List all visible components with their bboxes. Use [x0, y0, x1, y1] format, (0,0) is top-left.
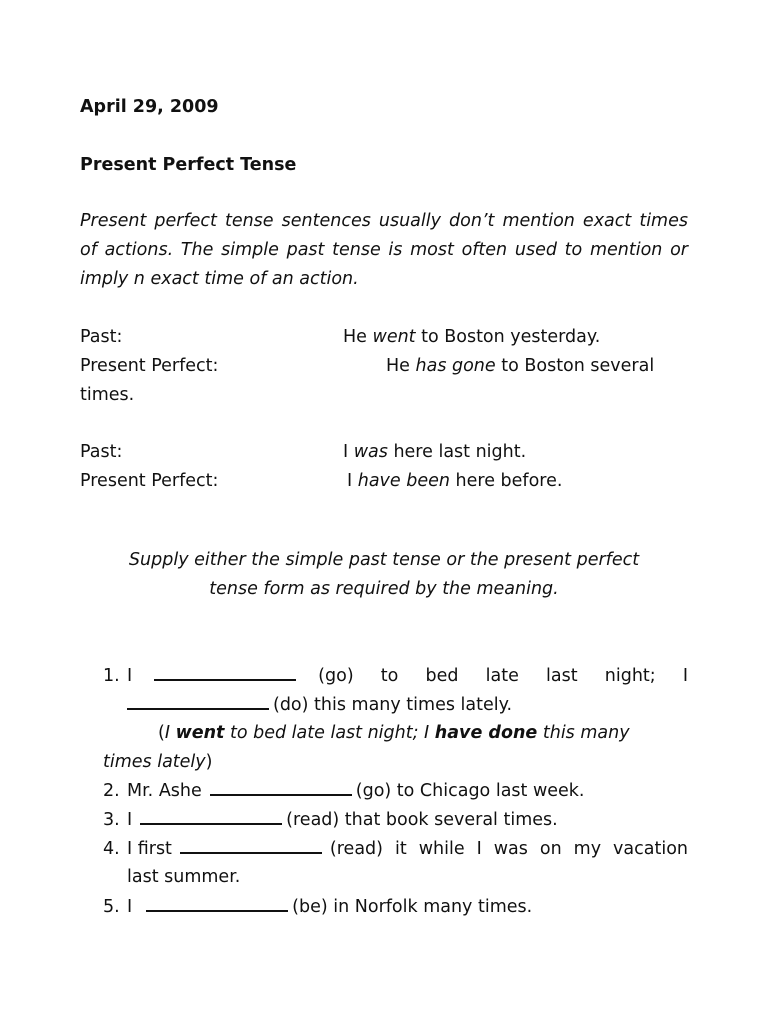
example1-pp-wrap: times. — [80, 385, 135, 405]
exercise-item-1-answer — [158, 719, 688, 748]
example2-past-label: Past: — [80, 442, 123, 462]
item-text: I first — [127, 839, 172, 859]
answer-blank[interactable] — [127, 690, 269, 710]
item-number: 4. — [103, 839, 120, 859]
example2-pp-post: here before. — [449, 471, 563, 491]
item-number: 2. — [103, 781, 120, 801]
date-heading: April 29, 2009 — [80, 97, 219, 117]
example1-pp-verb: has gone — [415, 356, 496, 376]
item-number: 5. — [103, 897, 120, 917]
example2-pp-sentence — [347, 467, 562, 496]
instruction-line-2: tense form as required by the meaning. — [209, 579, 559, 599]
answer-paren-open: ( — [158, 723, 165, 743]
example1-past-post: to Boston yesterday. — [415, 327, 601, 347]
answer-blank[interactable] — [210, 776, 352, 796]
exercise-item-1-line2 — [127, 690, 512, 720]
example1-pp-label: Present Perfect: — [80, 356, 219, 376]
example1-pp-sentence — [386, 352, 654, 381]
example2-pp-verb: have been — [357, 471, 450, 491]
example2-past-post: here last night. — [387, 442, 527, 462]
intro-paragraph: Present perfect tense sentences usually don’t mention exact times of actions. The simple past tense is most often used to mention or imply n exact time of an action. — [80, 211, 688, 289]
example2-pp-label: Present Perfect: — [80, 471, 219, 491]
example2-pp-pre: I — [347, 471, 358, 491]
instruction-line-1: Supply either the simple past tense or the present perfect — [128, 550, 640, 570]
item-text: I — [127, 666, 133, 686]
answer-blank[interactable] — [154, 661, 296, 681]
exercise-item-4 — [103, 834, 688, 864]
example1-pp-pre: He — [386, 356, 416, 376]
item-text: (go) to bed late last night; I — [318, 666, 688, 686]
answer-have-done: have done — [434, 723, 538, 743]
item-text: (do) this many times lately. — [273, 695, 513, 715]
answer-subject: I — [164, 723, 176, 743]
example1-past-sentence — [343, 323, 600, 352]
exercise-item-5 — [103, 892, 532, 922]
item-text: (read) it while I was on my vacation — [329, 839, 688, 859]
item-text: (be) in Norfolk many times. — [292, 897, 533, 917]
answer-blank[interactable] — [140, 805, 282, 825]
answer-went: went — [175, 723, 225, 743]
item-text: Mr. Ashe — [127, 781, 202, 801]
answer-paren-close: ) — [205, 752, 213, 772]
example1-pp-post: to Boston several — [495, 356, 655, 376]
item-number: 3. — [103, 810, 120, 830]
example1-past-pre: He — [343, 327, 373, 347]
item-number: 1. — [103, 666, 120, 686]
item-text: I — [127, 810, 133, 830]
example1-past-verb: went — [372, 327, 416, 347]
answer-blank[interactable] — [146, 892, 288, 912]
exercise-item-3 — [103, 805, 558, 835]
example2-past-sentence — [343, 438, 526, 467]
exercise-item-4-line2: last summer. — [127, 867, 241, 887]
answer-mid: to bed late last night; I — [224, 723, 435, 743]
item-text: (go) to Chicago last week. — [355, 781, 585, 801]
answer-end: this many — [537, 723, 630, 743]
example1-past-label: Past: — [80, 327, 123, 347]
answer-line2: times lately — [103, 752, 206, 772]
exercise-item-2 — [103, 776, 585, 806]
exercise-item-1 — [103, 661, 688, 691]
item-text: (read) that book several times. — [286, 810, 558, 830]
page-title: Present Perfect Tense — [80, 155, 297, 175]
item-text: I — [127, 897, 133, 917]
example2-past-verb: was — [353, 442, 388, 462]
answer-blank[interactable] — [180, 834, 322, 854]
example2-past-pre: I — [343, 442, 354, 462]
exercise-item-1-answer-line2 — [103, 748, 212, 777]
